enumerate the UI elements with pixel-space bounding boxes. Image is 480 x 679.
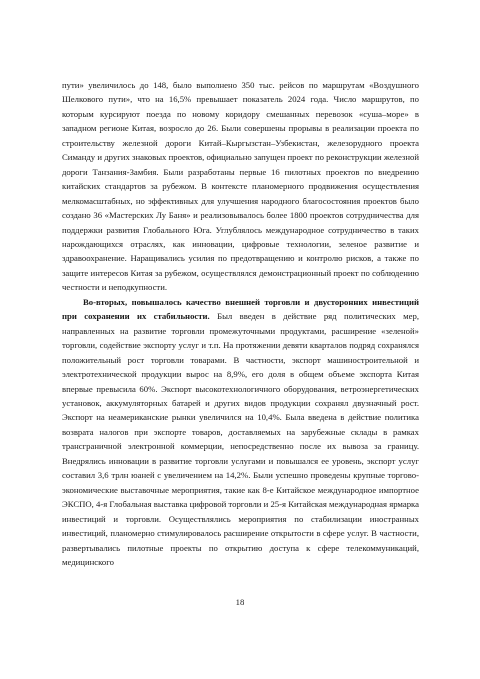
page-number: 18 [235, 597, 245, 607]
body-text [62, 78, 419, 569]
paragraph-body: Был введен в действие ряд политических мер, направленных на развитие торговли промежуточными продуктами, расширение «зеленой» торговли, содействие экспорту услуг и т.п. На протяжении девяти кварталов подряд сохранялся положительный рост торговли товарами. В частности, экспорт машиностроительной и электротехнической продукции вырос на 8,9%, его доля в общем объеме экспорта Китая впервые превысила 60%. Экспорт высокотехнологичного оборудования, ветроэнергетических установок, аккумуляторных батарей и других видов продукции сохранял двузначный рост. Экспорт на неамериканские рынки увеличился на 10,4%. Была введена в действие политика возврата налогов при экспорте товаров, доставляемых на зарубежные склады в рамках трансграничной электронной коммерции, непосредственно после их вывоза за границу. Внедрялись инновации в развитие торговли услугами и повышался ее уровень, экспорт услуг составил 3,6 трлн юаней с увеличением на 14,2%. Были успешно проведены крупные торгово-экономические выставочные мероприятия, такие как 8-е Китайское международное импортное ЭКСПО, 4-я Глобальная выставка цифровой торговли и 25-я Китайская международная ярмарка инвестиций и торговли. Осуществлялись мероприятия по стабилизации иностранных инвестиций, планомерно стимулировалось расширение открытости в сфере услуг. В частности, развертывались пилотные проекты по открытию доступа к сфере телекоммуникаций, медицинского [62, 311, 419, 567]
paragraph-foreign-trade [62, 295, 419, 570]
paragraph-lead-in-bold: Во-вторых, повышалось качество внешней торговли и двусторонних инвестиций при сохранении их стабильности. [62, 296, 419, 322]
paragraph-continuation: пути» увеличилось до 148, было выполнено 350 тыс. рейсов по маршрутам «Воздушного Шелкового пути», что на 16,5% превышает показатель 2024 года. Число маршрутов, по которым курсируют поезда по новому коридору смешанных перевозок «суша–море» в западном регионе Китая, возросло до 26. Были совершены прорывы в реализации проекта по строительству железной дороги Китай–Кыргызстан–Узбекистан, железорудного проекта Симанду и других знаковых проектов, официально запущен проект по реконструкции железной дороги Танзания-Замбия. Были разработаны первые 16 пилотных проектов по внедрению китайских стандартов за рубежом. В контексте планомерного продвижения осуществления мелкомасштабных, но эффективных для улучшения народного благосостояния проектов было создано 36 «Мастерских Лу Баня» и реализовывалось более 1800 проектов сотрудничества для поддержки развития Глобального Юга. Углублялось международное сотрудничество в таких нарождающихся отраслях, как инновации, цифровые технологии, зеленое развитие и здравоохранение. Наращивались усилия по предотвращению и контролю рисков, а также по защите интересов Китая за рубежом, осуществлялся демонстрационный проект по соблюдению честности и неподкупности. [62, 80, 419, 293]
